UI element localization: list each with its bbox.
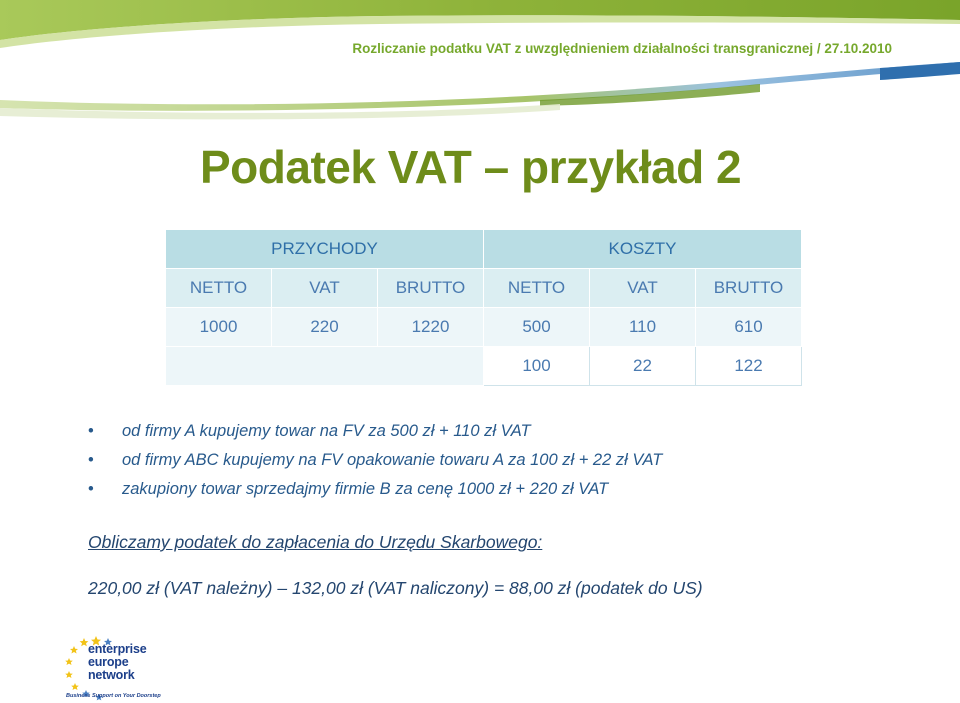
table-cell-empty xyxy=(166,347,484,386)
group-header-przychody: PRZYCHODY xyxy=(166,230,484,269)
table-cell: 110 xyxy=(590,308,696,347)
logo-line: europe xyxy=(88,655,129,669)
logo-line: enterprise xyxy=(88,642,147,656)
bullet-text: od firmy A kupujemy towar na FV za 500 zł + 110 zł VAT xyxy=(122,422,531,440)
column-header: BRUTTO xyxy=(378,269,484,308)
table-row xyxy=(166,347,802,386)
table-cell: 100 xyxy=(484,347,590,386)
calc-result: 220,00 zł (VAT należny) – 132,00 zł (VAT naliczony) = 88,00 zł (podatek do US) xyxy=(88,578,703,598)
column-header: VAT xyxy=(272,269,378,308)
logo-text xyxy=(88,643,146,682)
bullet-text: od firmy ABC kupujemy na FV opakowanie towaru A za 100 zł + 22 zł VAT xyxy=(122,451,663,469)
vat-table xyxy=(165,229,802,386)
bullet-icon: • xyxy=(88,422,94,440)
table-cell: 610 xyxy=(696,308,802,347)
column-header: VAT xyxy=(590,269,696,308)
table-cell: 1220 xyxy=(378,308,484,347)
bullet-icon: • xyxy=(88,480,94,498)
bullet-text: zakupiony towar sprzedajmy firmie B za cenę 1000 zł + 220 zł VAT xyxy=(122,480,609,498)
table-cell: 500 xyxy=(484,308,590,347)
column-header: BRUTTO xyxy=(696,269,802,308)
column-header: NETTO xyxy=(166,269,272,308)
table-column-header-row xyxy=(166,269,802,308)
list-item xyxy=(88,476,662,505)
logo-tagline: Business Support on Your Doorstep xyxy=(66,693,161,699)
table-cell: 1000 xyxy=(166,308,272,347)
header-band xyxy=(0,0,960,125)
table-cell: 22 xyxy=(590,347,696,386)
table-group-header-row xyxy=(166,230,802,269)
list-item xyxy=(88,418,662,447)
table-cell: 220 xyxy=(272,308,378,347)
table-row xyxy=(166,308,802,347)
calc-heading: Obliczamy podatek do zapłacenia do Urzędu Skarbowego: xyxy=(88,532,543,552)
page-title: Podatek VAT – przykład 2 xyxy=(200,141,742,193)
list-item xyxy=(88,447,662,476)
logo-line: network xyxy=(88,668,135,682)
group-header-koszty: KOSZTY xyxy=(484,230,802,269)
table-cell: 122 xyxy=(696,347,802,386)
column-header: NETTO xyxy=(484,269,590,308)
bullet-icon: • xyxy=(88,451,94,469)
bullet-list xyxy=(88,418,662,505)
header-title: Rozliczanie podatku VAT z uwzględnieniem działalności transgranicznej / 27.10.2010 xyxy=(352,41,892,56)
